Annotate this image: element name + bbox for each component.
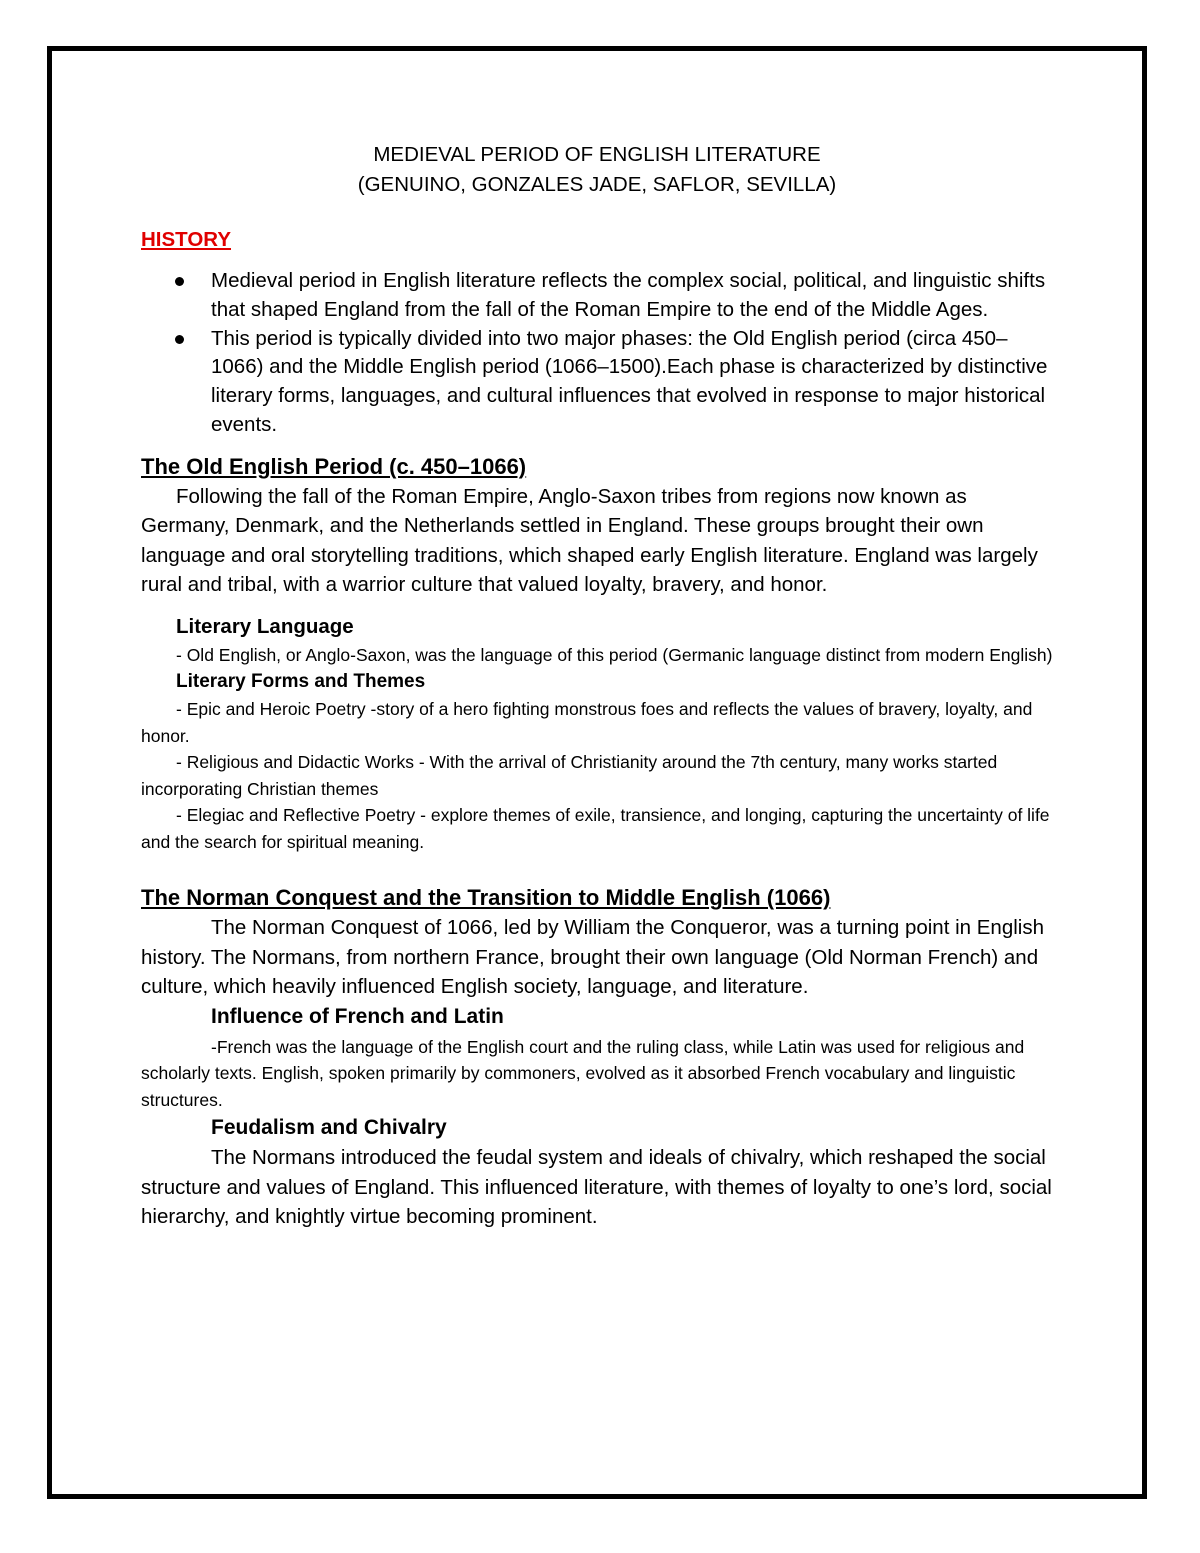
old-english-intro: Following the fall of the Roman Empire, Anglo-Saxon tribes from regions now known as Germany, Denmark, and the Netherlands settled in England. These groups brought their own language and oral storytelling traditions, which shaped early English literature. England was largely rural and tribal, with a warrior culture that valued loyalty, bravery, and honor. <box>141 484 1038 597</box>
history-bullet-list <box>141 267 1053 440</box>
old-english-heading: The Old English Period (c. 450–1066) <box>141 453 527 479</box>
literary-language-text: - Old English, or Anglo-Saxon, was the language of this period (Germanic language distinct from modern English) <box>176 644 1053 665</box>
literary-form-item: - Elegiac and Reflective Poetry - explore themes of exile, transience, and longing, capturing the uncertainty of life and the search for spiritual meaning. <box>141 805 1050 852</box>
title-block <box>141 140 1053 200</box>
feudalism-text: The Normans introduced the feudal system and ideals of chivalry, which reshaped the social structure and values of England. This influenced literature, with themes of loyalty to one’s lord, social hierarchy, and knightly virtue becoming prominent. <box>141 1146 1052 1229</box>
literary-forms-heading: Literary Forms and Themes <box>176 671 426 693</box>
history-bullet-text: Medieval period in English literature reflects the complex social, political, and linguistic shifts that shaped England from the fall of the Roman Empire to the end of the Middle Ages. <box>211 269 1046 321</box>
document-title: MEDIEVAL PERIOD OF ENGLISH LITERATURE <box>373 143 821 166</box>
bullet-icon <box>175 335 184 344</box>
history-bullet <box>141 267 1053 325</box>
influence-heading: Influence of French and Latin <box>211 1004 504 1028</box>
literary-form-item: - Religious and Didactic Works - With the arrival of Christianity around the 7th century, many works started incorporating Christian themes <box>141 752 998 799</box>
history-heading: HISTORY <box>141 228 231 251</box>
document-body <box>141 140 1053 1232</box>
document-authors: (GENUINO, GONZALES JADE, SAFLOR, SEVILLA) <box>357 173 837 196</box>
influence-text: -French was the language of the English court and the ruling class, while Latin was used for religious and scholarly texts. English, spoken primarily by commoners, evolved as it absorbed French vocabulary and linguistic structures. <box>141 1036 1025 1110</box>
history-bullet <box>141 325 1053 440</box>
norman-heading: The Norman Conquest and the Transition to Middle English (1066) <box>141 885 831 911</box>
literary-form-item: - Epic and Heroic Poetry -story of a hero fighting monstrous foes and reflects the values of bravery, loyalty, and honor. <box>141 699 1033 746</box>
history-bullet-text: This period is typically divided into two major phases: the Old English period (circa 450–1066) and the Middle English period (1066–1500).Each phase is characterized by distinctive literary forms, languages, and cultural influences that evolved in response to major historical events. <box>211 326 1048 436</box>
norman-intro: The Norman Conquest of 1066, led by William the Conqueror, was a turning point in English history. The Normans, from northern France, brought their own language (Old Norman French) and culture, which heavily influenced English society, language, and literature. <box>141 916 1044 999</box>
bullet-icon <box>175 277 184 286</box>
literary-language-heading: Literary Language <box>176 614 354 638</box>
feudalism-heading: Feudalism and Chivalry <box>211 1116 447 1140</box>
